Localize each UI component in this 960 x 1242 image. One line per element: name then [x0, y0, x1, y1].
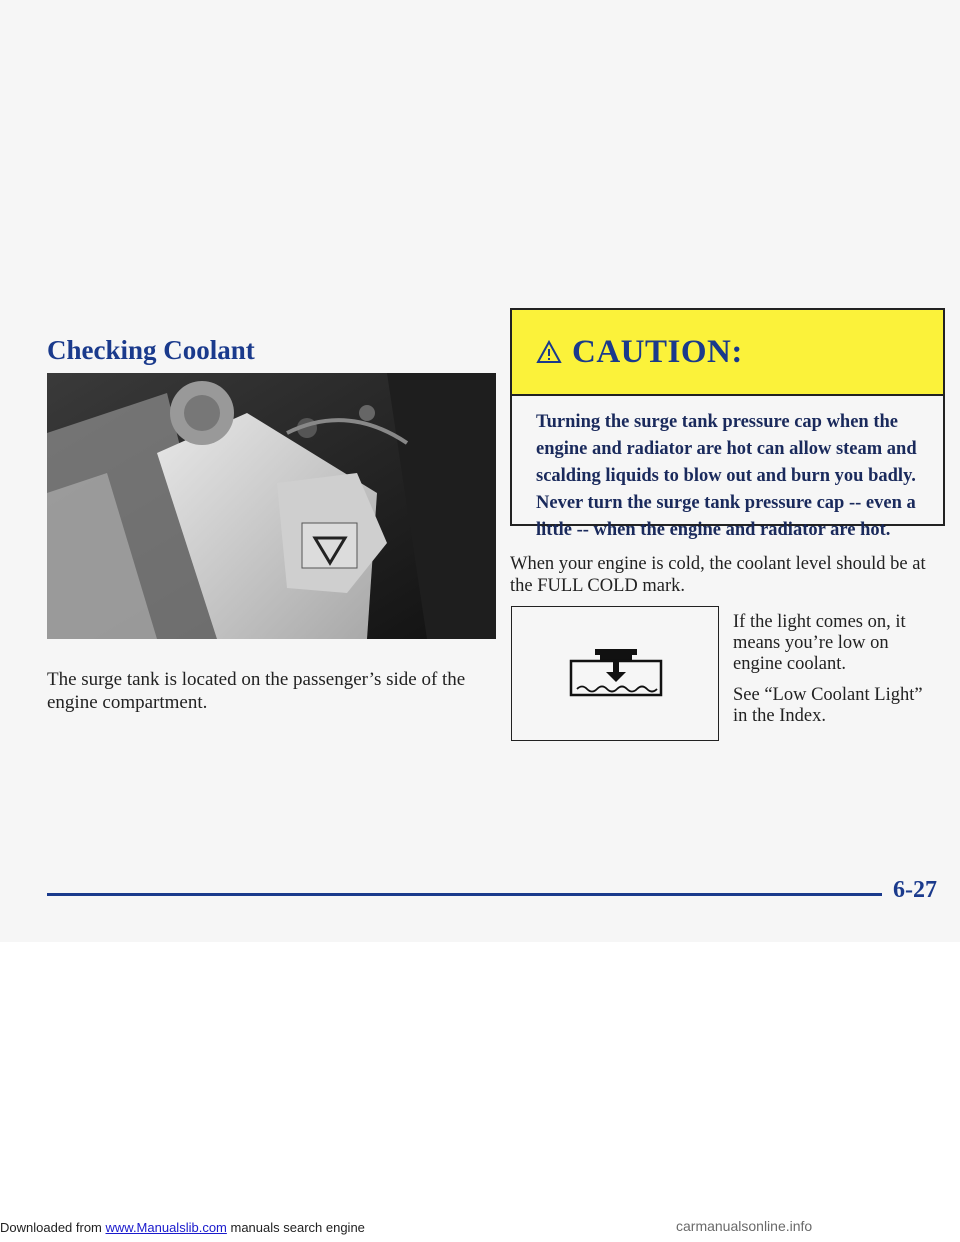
surge-tank-photo	[47, 373, 496, 639]
footer-suffix: manuals search engine	[226, 1220, 365, 1235]
manualslib-link[interactable]: www.Manualslib.com	[105, 1220, 227, 1235]
caution-header	[512, 310, 943, 396]
warning-triangle-icon	[536, 340, 562, 364]
low-coolant-light-box	[511, 606, 719, 741]
caution-label: CAUTION:	[572, 333, 743, 370]
footer-prefix: Downloaded from	[0, 1220, 106, 1235]
surge-tank-location-text: The surge tank is located on the passenger’s side of the engine compartment.	[47, 669, 466, 713]
page-title: Checking Coolant	[47, 335, 255, 365]
footer-rule	[47, 893, 882, 896]
watermark-text: carmanualsonline.info	[676, 1218, 813, 1234]
page-number: 6-27	[893, 877, 937, 903]
light-meaning-text: If the light comes on, it means you’re low on engine coolant.	[733, 612, 906, 674]
coolant-level-text: When your engine is cold, the coolant level should be at the FULL COLD mark.	[510, 554, 926, 596]
caution-text: Turning the surge tank pressure cap when the engine and radiator are hot can allow steam and scalding liquids to blow out and burn you badly. Never turn the surge tank pressure cap -- even a little -- when the engine and radiator are hot.	[536, 412, 917, 540]
download-footer	[0, 1220, 365, 1235]
caution-box	[510, 308, 945, 540]
index-reference-text: See “Low Coolant Light” in the Index.	[733, 685, 923, 726]
low-coolant-light-icon	[567, 647, 665, 699]
low-coolant-light-description	[733, 612, 933, 737]
